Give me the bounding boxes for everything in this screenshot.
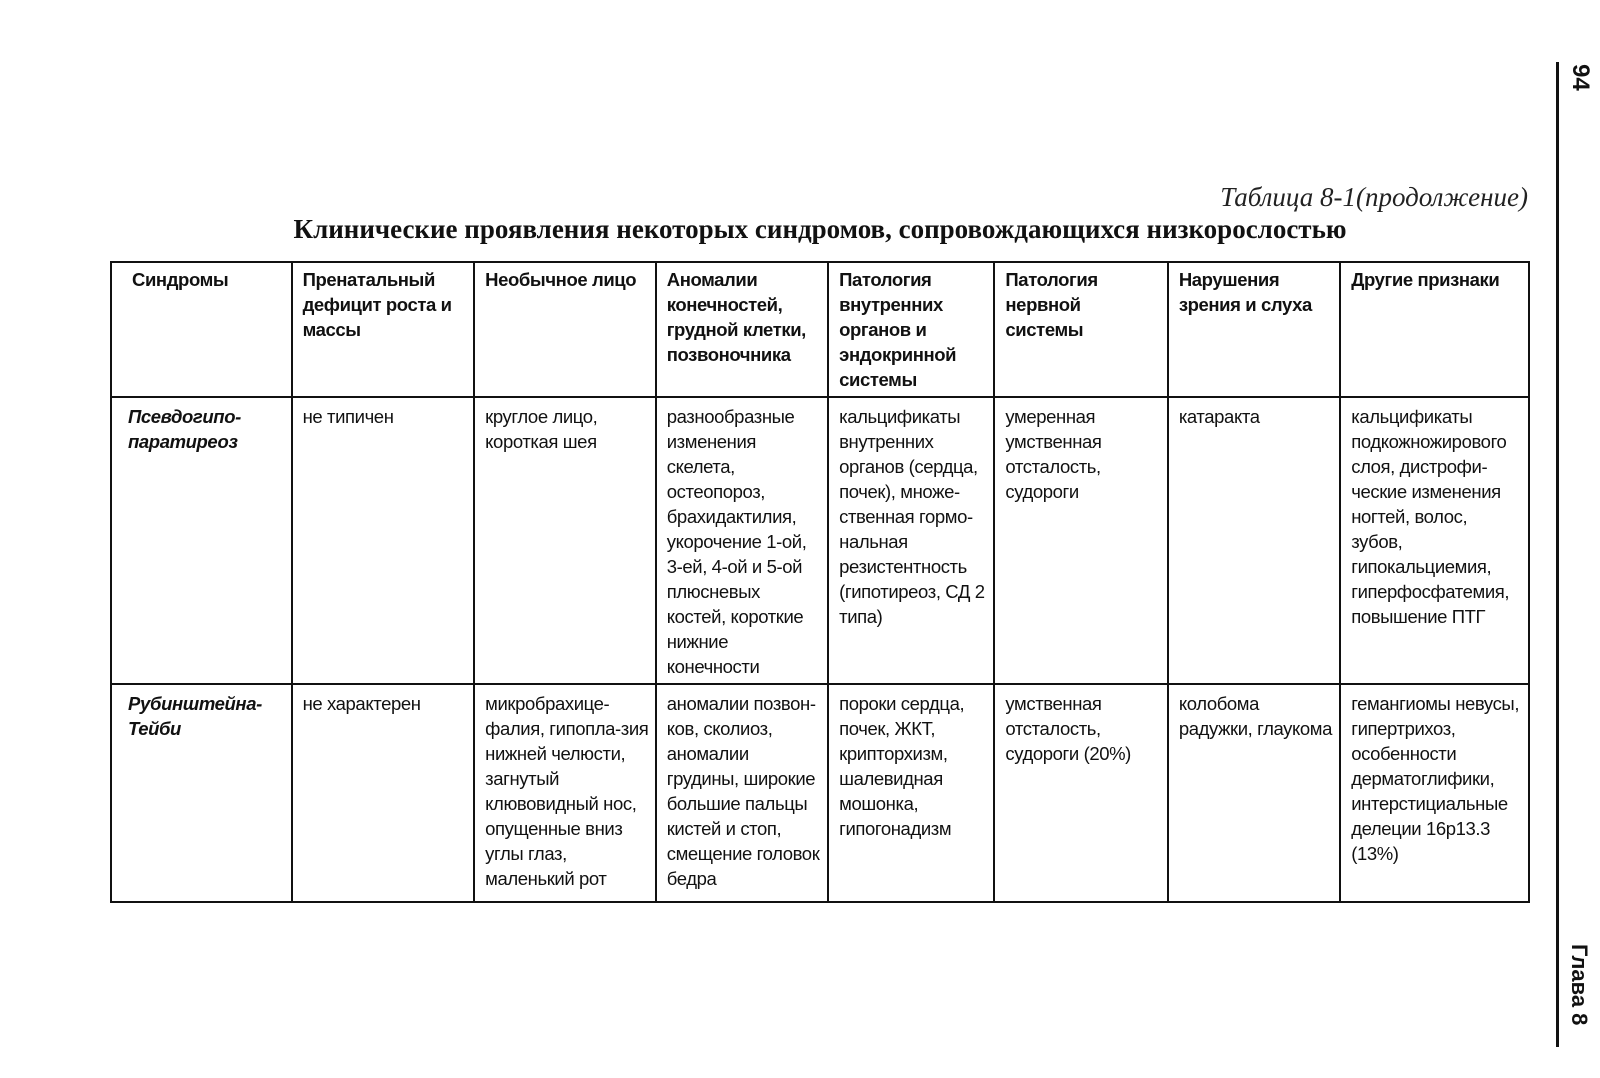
header-other: Другие признаки bbox=[1340, 262, 1529, 397]
header-syndromes: Синдромы bbox=[111, 262, 292, 397]
header-prenatal: Пренатальный дефицит роста и массы bbox=[292, 262, 475, 397]
header-limbs: Аномалии конечностей, грудной клетки, позвоночника bbox=[656, 262, 828, 397]
cell-vision: колобома радужки, глаукома bbox=[1168, 684, 1340, 902]
cell-syndrome: Псевдогипо-паратиреоз bbox=[111, 397, 292, 684]
cell-other: гемангиомы невусы, гипертрихоз, особенности дерматоглифики, интерстициальные делеции 16р13.3 (13%) bbox=[1340, 684, 1529, 902]
table-row bbox=[111, 684, 1529, 902]
cell-face: микробрахице-фалия, гипопла-зия нижней челюсти, загнутый клювовидный нос, опущенные вниз углы глаз, маленький рот bbox=[474, 684, 656, 902]
cell-other: кальцификаты подкожножирового слоя, дистрофи-ческие изменения ногтей, волос, зубов, гипокальциемия, гиперфосфатемия, повышение ПТГ bbox=[1340, 397, 1529, 684]
header-vision: Нарушения зрения и слуха bbox=[1168, 262, 1340, 397]
cell-nervous: умеренная умственная отсталость, судороги bbox=[994, 397, 1167, 684]
cell-face: круглое лицо, короткая шея bbox=[474, 397, 656, 684]
header-nervous: Патология нервной системы bbox=[994, 262, 1167, 397]
cell-limbs: аномалии позвон-ков, сколиоз, аномалии грудины, широкие большие пальцы кистей и стоп, смещение головок бедра bbox=[656, 684, 828, 902]
header-face: Необычное лицо bbox=[474, 262, 656, 397]
table-title: Клинические проявления некоторых синдромов, сопровождающихся низкорослостью bbox=[293, 214, 1347, 244]
cell-nervous: умственная отсталость, судороги (20%) bbox=[994, 684, 1167, 902]
chapter-label: Глава 8 bbox=[1567, 944, 1592, 1026]
cell-prenatal: не характерен bbox=[292, 684, 475, 902]
cell-internal: кальцификаты внутренних органов (сердца, почек), множе-ственная гормо-нальная резистентность (гипотиреоз, СД 2 типа) bbox=[828, 397, 994, 684]
cell-limbs: разнообразные изменения скелета, остеопороз, брахидактилия, укорочение 1-ой, 3-ей, 4-ой и 5-ой плюсневых костей, короткие нижние конечности bbox=[656, 397, 828, 684]
header-internal: Патология внутренних органов и эндокринной системы bbox=[828, 262, 994, 397]
cell-internal: пороки сердца, почек, ЖКТ, крипторхизм, шалевидная мошонка, гипогонадизм bbox=[828, 684, 994, 902]
table-header-row bbox=[111, 262, 1529, 397]
cell-vision: катаракта bbox=[1168, 397, 1340, 684]
syndromes-table bbox=[110, 261, 1530, 903]
cell-syndrome: Рубинштейна-Тейби bbox=[111, 684, 292, 902]
cell-prenatal: не типичен bbox=[292, 397, 475, 684]
page-margin-rule bbox=[1556, 62, 1559, 1047]
page-number: 94 bbox=[1567, 64, 1594, 91]
table-row bbox=[111, 397, 1529, 684]
table-caption: Таблица 8-1(продолжение) bbox=[1220, 182, 1528, 212]
